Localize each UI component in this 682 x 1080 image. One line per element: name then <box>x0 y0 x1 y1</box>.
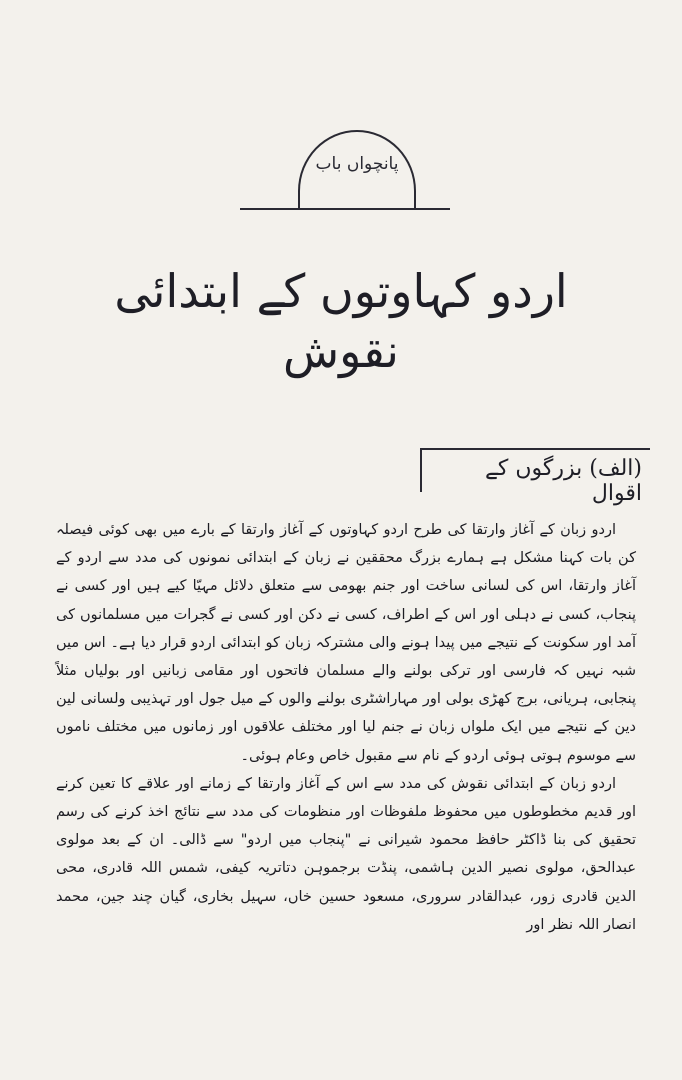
section-heading <box>420 448 650 506</box>
paragraph-1: اردو زبان کے آغاز وارتقا کی طرح اردو کہاوتوں کے آغاز وارتقا کے بارے میں بھی کوئی فیصلہ کن بات کہنا مشکل ہے ہمارے بزرگ محققین نے زبان کے ابتدائی نمونوں کی مدد سے اردو کے آغاز وارتقا، اس کی لسانی ساخت اور جنم بھومی سے متعلق دلائل مہیّا کیے ہیں اور کسی نے پنجاب، کسی نے دہلی اور اس کے اطراف، کسی نے دکن اور کسی نے گجرات میں مسلمانوں کی آمد اور سکونت کے نتیجے میں پیدا ہونے والی مشترکہ زبان کو ابتدائی اردو قرار دیا ہے۔ اس میں شبہ نہیں کہ فارسی اور ترکی بولنے والے مسلمان فاتحوں اور مقامی زبانیں اور بولیاں مثلاً پنجابی، ہریانی، برج کھڑی بولی اور مہاراشٹری بولنے والوں کے میل جول اور تہذیبی ولسانی لین دین کے نتیجے میں ایک ملواں زبان نے جنم لیا اور مختلف علاقوں اور زمانوں میں مختلف ناموں سے موسوم ہوتی ہوئی اردو کے نام سے مقبول خاص وعام ہوئی۔ <box>56 522 636 764</box>
chapter-badge <box>240 130 450 212</box>
section-title: (الف) بزرگوں کے اقوال <box>485 456 642 506</box>
chapter-label: پانچواں باب <box>315 154 399 174</box>
section-rule-left <box>420 448 422 492</box>
paragraph-2: اردو زبان کے ابتدائی نقوش کی مدد سے اس کے آغاز وارتقا کے زمانے اور علاقے کا تعین کرنے اور قدیم مخطوطوں میں محفوظ ملفوظات اور منظومات کی مدد سے نتائج اخذ کرنے کی رسم تحقیق کی بنا ڈاکٹر حافظ محمود شیرانی نے "پنجاب میں اردو" سے ڈالی۔ ان کے بعد مولوی عبدالحق، مولوی نصیر الدین ہاشمی، پنڈت برجموہن دتاتریہ کیفی، شمس اللہ قادری، محی الدین قادری زور، عبدالقادر سروری، مسعود حسین خاں، سہیل بخاری، گیان چند جین، محمد انصار اللہ نظر اور <box>56 775 636 933</box>
chapter-badge-rule <box>240 208 450 210</box>
chapter-title: اردو کہاوتوں کے ابتدائی نقوش <box>114 264 568 378</box>
body-text <box>56 516 636 939</box>
section-rule-top <box>420 448 650 450</box>
